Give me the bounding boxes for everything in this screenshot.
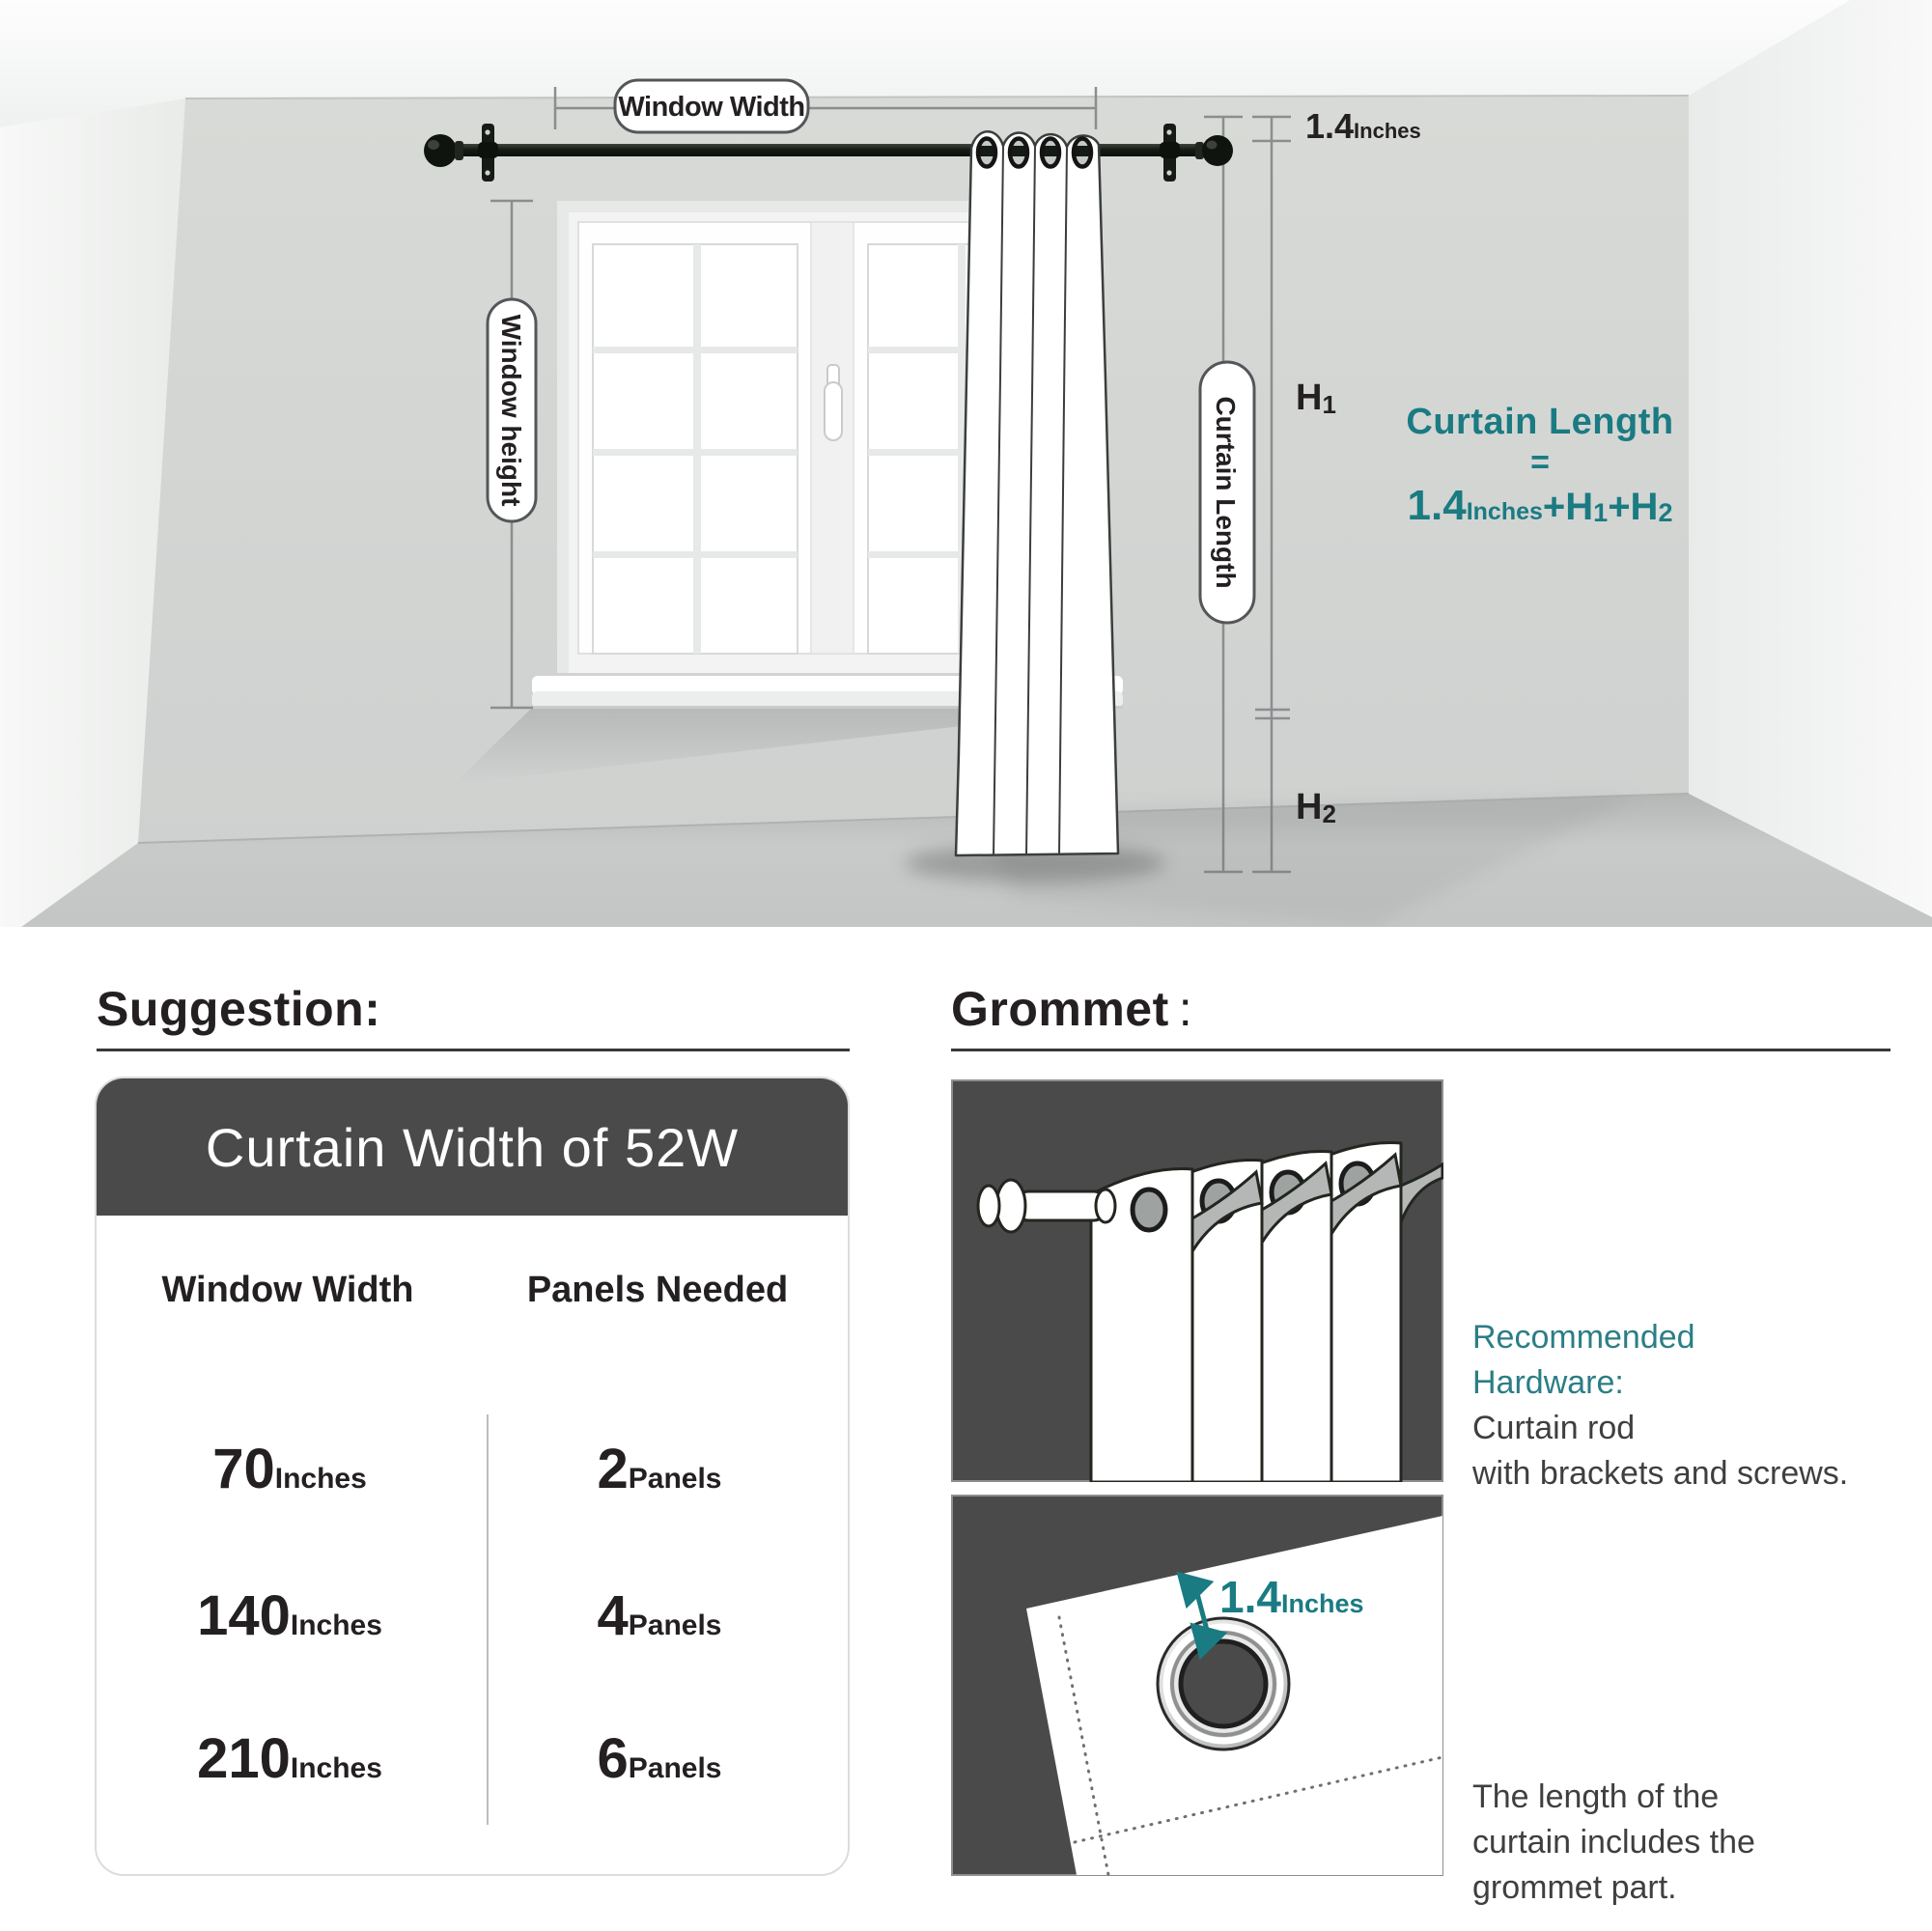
rod-finial-left [424, 134, 457, 167]
table-row-panels: 6Panels [597, 1727, 722, 1790]
table-row-width: 70Inches [212, 1438, 367, 1500]
closeup-gap-label: 1.4Inches [1219, 1572, 1364, 1622]
suggestion-heading: Suggestion: [97, 982, 381, 1036]
table-row-panels: 4Panels [597, 1584, 722, 1647]
grommet-rule [951, 1049, 1890, 1051]
curtain-panel [956, 131, 1118, 855]
column-header-window-width: Window Width [161, 1270, 414, 1310]
grommet-closeup-illustration [951, 1495, 1443, 1876]
formula-line3: 1.4Inches+H1+H2 [1407, 482, 1673, 529]
table-row-panels: 2Panels [597, 1438, 722, 1500]
formula-equals: = [1530, 444, 1550, 481]
formula-line1: Curtain Length [1406, 402, 1674, 442]
grommet-note-block: The length of the curtain includes the grommet part. [1472, 1778, 1755, 1906]
suggestion-rule [97, 1049, 850, 1051]
grommet-ring [1158, 1618, 1289, 1749]
grommet-curtain-illustration [951, 1079, 1443, 1482]
h1-label: H1 [1296, 378, 1336, 419]
curtain-length-formula [1381, 404, 1699, 527]
grommet-heading: Grommet : [951, 982, 1193, 1036]
curtain-length-label: Curtain Length [1211, 396, 1241, 589]
suggestion-card-header [97, 1078, 848, 1216]
window-handle [825, 365, 842, 440]
window-width-label: Window Width [618, 92, 805, 123]
right-wall [1689, 0, 1932, 917]
column-header-panels-needed: Panels Needed [526, 1270, 789, 1310]
table-row-width: 140Inches [197, 1584, 382, 1647]
recommended-hardware-block: Recommended Hardware: Curtain rod with brackets and screws. [1472, 1319, 1849, 1492]
rod-finial-right [1202, 135, 1233, 166]
window-left-sash [593, 244, 798, 654]
h2-label: H2 [1296, 787, 1336, 828]
gap-label: 1.4Inches [1305, 106, 1421, 146]
table-row-width: 210Inches [197, 1727, 382, 1790]
window-height-label: Window height [496, 314, 526, 507]
card-title: Curtain Width of 52W [205, 1116, 740, 1178]
